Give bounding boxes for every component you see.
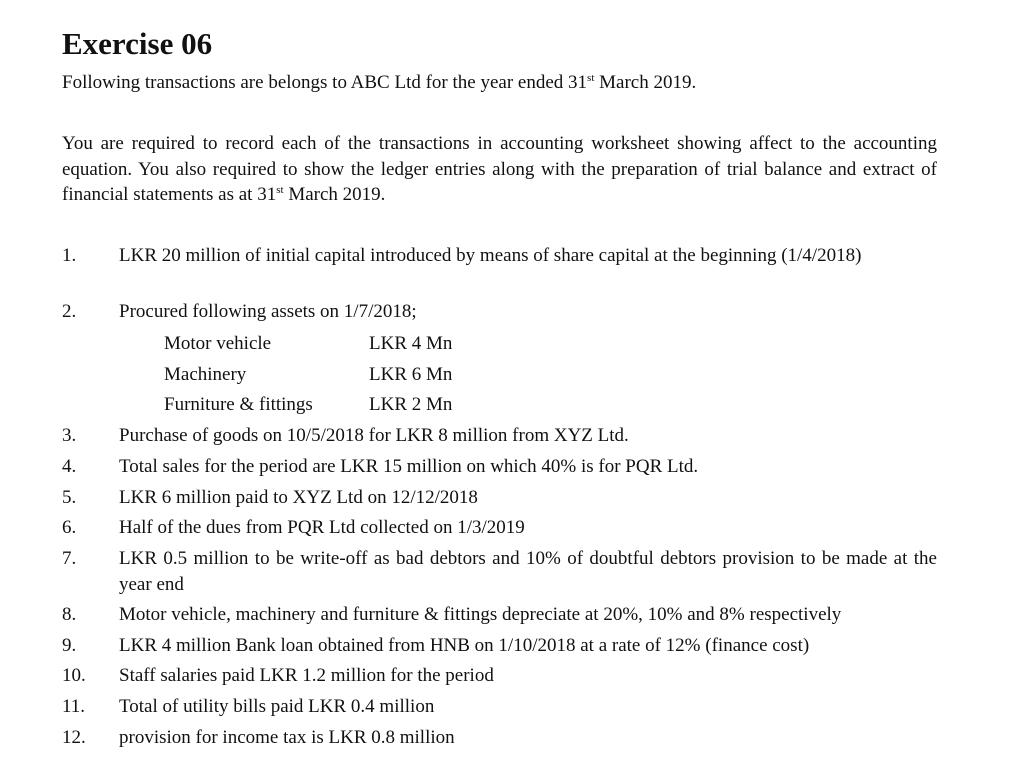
list-item-text: LKR 20 million of initial capital introduced by means of share capital at the beginning (1/4/2018) (119, 245, 862, 266)
list-item-text: Motor vehicle, machinery and furniture & fittings depreciate at 20%, 10% and 8% respectively (119, 604, 842, 625)
asset-name: Furniture & fittings (164, 394, 313, 415)
list-item-text: Purchase of goods on 10/5/2018 for LKR 8 million from XYZ Ltd. (119, 425, 629, 446)
list-item-number: 6. (62, 517, 77, 538)
instructions-superscript: st (276, 184, 284, 196)
list-item (62, 546, 937, 597)
list-item (62, 454, 937, 480)
list-item-number: 10. (62, 665, 86, 686)
asset-name: Machinery (164, 364, 247, 385)
list-item-text: Staff salaries paid LKR 1.2 million for the period (119, 665, 494, 686)
asset-amount: LKR 2 Mn (369, 394, 453, 415)
list-item-text: LKR 6 million paid to XYZ Ltd on 12/12/2018 (119, 487, 478, 508)
intro-superscript: st (587, 72, 595, 84)
list-item (62, 663, 937, 689)
list-item (62, 602, 937, 628)
list-item-number: 9. (62, 635, 77, 656)
asset-amount: LKR 4 Mn (369, 333, 453, 354)
list-item-text: Total of utility bills paid LKR 0.4 million (119, 696, 435, 717)
list-item-number: 4. (62, 456, 77, 477)
intro-text: Following transactions are belongs to ABC Ltd for the year ended 31 (62, 72, 588, 93)
list-item-number: 12. (62, 727, 86, 748)
list-item-number: 3. (62, 425, 77, 446)
list-item (62, 423, 937, 449)
instructions-text-end: March 2019. (283, 184, 386, 205)
list-item (62, 299, 937, 325)
list-item-number: 5. (62, 487, 77, 508)
list-item (62, 725, 937, 751)
list-item (62, 515, 937, 541)
list-item-text: Total sales for the period are LKR 15 million on which 40% is for PQR Ltd. (119, 456, 699, 477)
list-item (62, 485, 937, 511)
list-item-number: 8. (62, 604, 77, 625)
instructions-text: You are required to record each of the transactions in accounting worksheet showing affect to the accounting equation. You also required to show the ledger entries along with the preparation of trial balance and extract of financial statements as at 31 (62, 133, 937, 205)
list-item-text: Procured following assets on 1/7/2018; (119, 301, 417, 322)
list-item-number: 7. (62, 548, 77, 569)
list-item-number: 1. (62, 245, 77, 266)
list-item-text: LKR 0.5 million to be write-off as bad debtors and 10% of doubtful debtors provision to be made at the year end (119, 548, 937, 595)
list-item (62, 243, 937, 269)
list-item-text: Half of the dues from PQR Ltd collected on 1/3/2019 (119, 517, 525, 538)
list-item-number: 2. (62, 301, 77, 322)
list-item-number: 11. (62, 696, 86, 717)
list-item (62, 633, 937, 659)
intro-sentence (62, 70, 937, 95)
asset-amount: LKR 6 Mn (369, 364, 453, 385)
list-item-text: LKR 4 million Bank loan obtained from HNB on 1/10/2018 at a rate of 12% (finance cost) (119, 635, 810, 656)
asset-name: Motor vehicle (164, 333, 272, 354)
intro-text-end: March 2019. (594, 72, 697, 93)
instructions-paragraph (62, 131, 937, 208)
list-item-text: provision for income tax is LKR 0.8 million (119, 727, 455, 748)
list-item (62, 694, 937, 720)
page-title: Exercise 06 (62, 26, 213, 61)
